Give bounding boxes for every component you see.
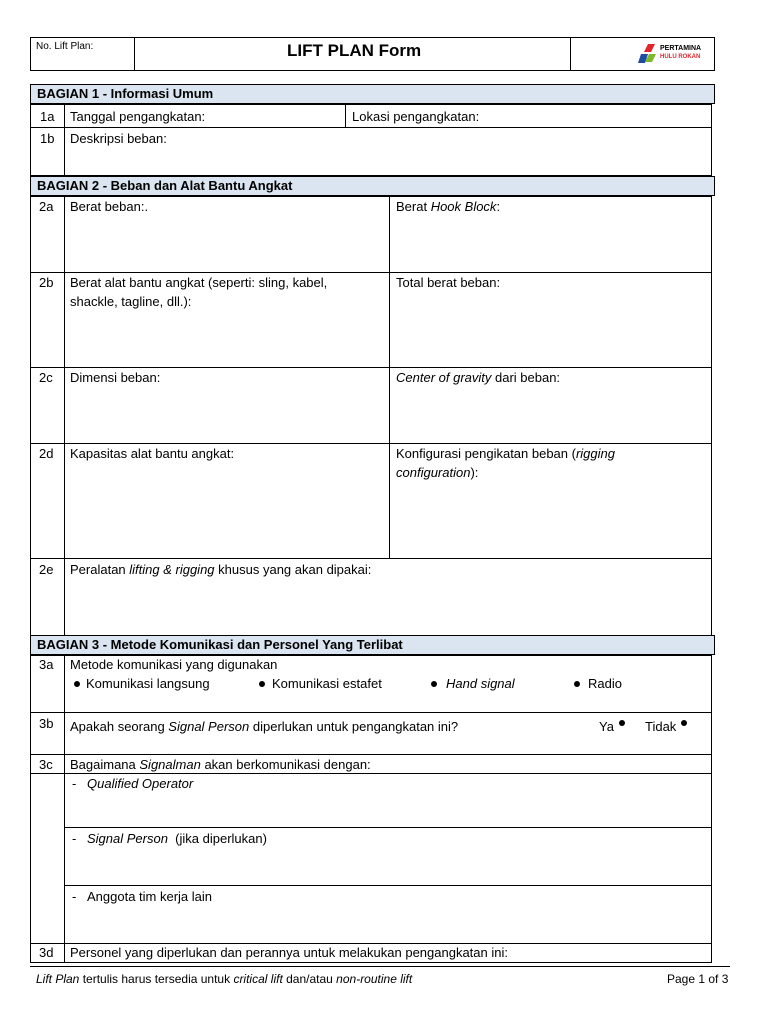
q3c-post: akan berkomunikasi dengan: (200, 757, 371, 772)
footer-note (36, 970, 412, 988)
cog-post: dari beban: (491, 370, 561, 385)
signal-person-note: (jika diperlukan) (167, 831, 267, 846)
konf-post: ): (470, 465, 479, 480)
page-number: Page 1 of 3 (667, 972, 729, 986)
berat-hook-post: : (496, 199, 501, 214)
row-2a-number: 2a (39, 199, 54, 214)
row-2b-number: 2b (39, 275, 54, 290)
q3c-pre: Bagaimana (70, 757, 140, 772)
berat-alat-label-1: Berat alat bantu angkat (seperti: sling, kabel, (70, 275, 328, 290)
cog-italic: Center of gravity (396, 370, 492, 385)
metode-komunikasi-label: Metode komunikasi yang digunakan (70, 657, 278, 672)
konf-pre: Konfigurasi pengikatan beban ( (396, 446, 576, 461)
row-1a-number: 1a (40, 109, 55, 124)
row-3c-sub-num (30, 773, 65, 944)
anggota-tim-label: Anggota tim kerja lain (87, 889, 213, 904)
page-title: LIFT PLAN Form (287, 41, 422, 60)
option-komunikasi-estafet[interactable]: Komunikasi estafet (272, 676, 382, 691)
signal-person-label (87, 830, 267, 848)
bullet-icon (74, 681, 80, 687)
signalman-italic: Signalman (139, 757, 201, 772)
pertamina-logo (638, 44, 708, 66)
row-1b-number: 1b (40, 131, 55, 146)
q3b-post: diperlukan untuk pengangkatan ini? (249, 719, 459, 734)
row-3b-number: 3b (39, 716, 54, 731)
logo-text-2: HULU ROKAN (660, 54, 701, 60)
peralatan-label (70, 561, 371, 579)
konfigurasi-label-1 (396, 445, 615, 463)
row-3a-number: 3a (39, 657, 54, 672)
peralatan-post: khusus yang akan dipakai: (214, 562, 372, 577)
row-2d-number: 2d (39, 446, 54, 461)
berat-beban-label: Berat beban:. (70, 199, 149, 214)
hook-block-italic: Hook Block (430, 199, 497, 214)
tanggal-label: Tanggal pengangkatan: (70, 109, 206, 124)
footer-it3: non-routine lift (336, 972, 413, 986)
signal-person-question (70, 718, 458, 736)
footer-divider (30, 966, 730, 967)
section-1-header: BAGIAN 1 - Informasi Umum (30, 84, 715, 104)
signal-person-italic: Signal Person (168, 719, 250, 734)
personel-label: Personel yang diperlukan dan perannya untuk melakukan pengangkatan ini: (70, 945, 508, 960)
dimensi-label: Dimensi beban: (70, 370, 161, 385)
berat-hook-pre: Berat (396, 199, 431, 214)
configuration-italic: configuration (396, 465, 471, 480)
option-radio[interactable]: Radio (588, 676, 622, 691)
footer-t2: dan/atau (282, 972, 337, 986)
footer-it2: critical lift (233, 972, 283, 986)
option-hand-signal[interactable]: Hand signal (446, 676, 515, 691)
dash-3: - (72, 889, 77, 904)
bullet-icon (574, 681, 580, 687)
footer-it1: Lift Plan (36, 972, 80, 986)
lift-plan-no-label: No. Lift Plan: (36, 41, 94, 52)
berat-hook-block-label (396, 198, 500, 216)
total-berat-label: Total berat beban: (396, 275, 501, 290)
section-3-header: BAGIAN 3 - Metode Komunikasi dan Personel Yang Terlibat (30, 635, 715, 655)
bullet-icon (259, 681, 265, 687)
peralatan-pre: Peralatan (70, 562, 130, 577)
pertamina-logo-mark-icon (638, 44, 658, 64)
kapasitas-label: Kapasitas alat bantu angkat: (70, 446, 235, 461)
option-ya[interactable]: Ya (599, 719, 614, 734)
lokasi-label: Lokasi pengangkatan: (352, 109, 480, 124)
option-komunikasi-langsung[interactable]: Komunikasi langsung (86, 676, 210, 691)
q3b-pre: Apakah seorang (70, 719, 169, 734)
ya-radio-icon[interactable] (619, 720, 625, 726)
row-2e-number: 2e (39, 562, 54, 577)
berat-alat-label-2: shackle, tagline, dll.): (70, 294, 192, 309)
footer-t1: tertulis harus tersedia untuk (79, 972, 234, 986)
signalman-label (70, 756, 371, 774)
row-3d-number: 3d (39, 945, 54, 960)
deskripsi-label: Deskripsi beban: (70, 131, 167, 146)
tidak-radio-icon[interactable] (681, 720, 687, 726)
section-2-header: BAGIAN 2 - Beban dan Alat Bantu Angkat (30, 176, 715, 196)
logo-text-1: PERTAMINA (660, 45, 702, 52)
center-gravity-label (396, 369, 560, 387)
dash-2: - (72, 831, 77, 846)
option-tidak[interactable]: Tidak (645, 719, 677, 734)
dash-1: - (72, 776, 77, 791)
bullet-icon (431, 681, 437, 687)
qualified-operator-label: Qualified Operator (87, 776, 194, 791)
row-2c-number: 2c (39, 370, 53, 385)
signal-person-italic-2: Signal Person (87, 831, 168, 846)
konfigurasi-label-2 (396, 464, 478, 482)
rigging-italic: rigging (575, 446, 615, 461)
row-3c-number: 3c (39, 757, 53, 772)
lifting-rigging-italic: lifting & rigging (129, 562, 215, 577)
